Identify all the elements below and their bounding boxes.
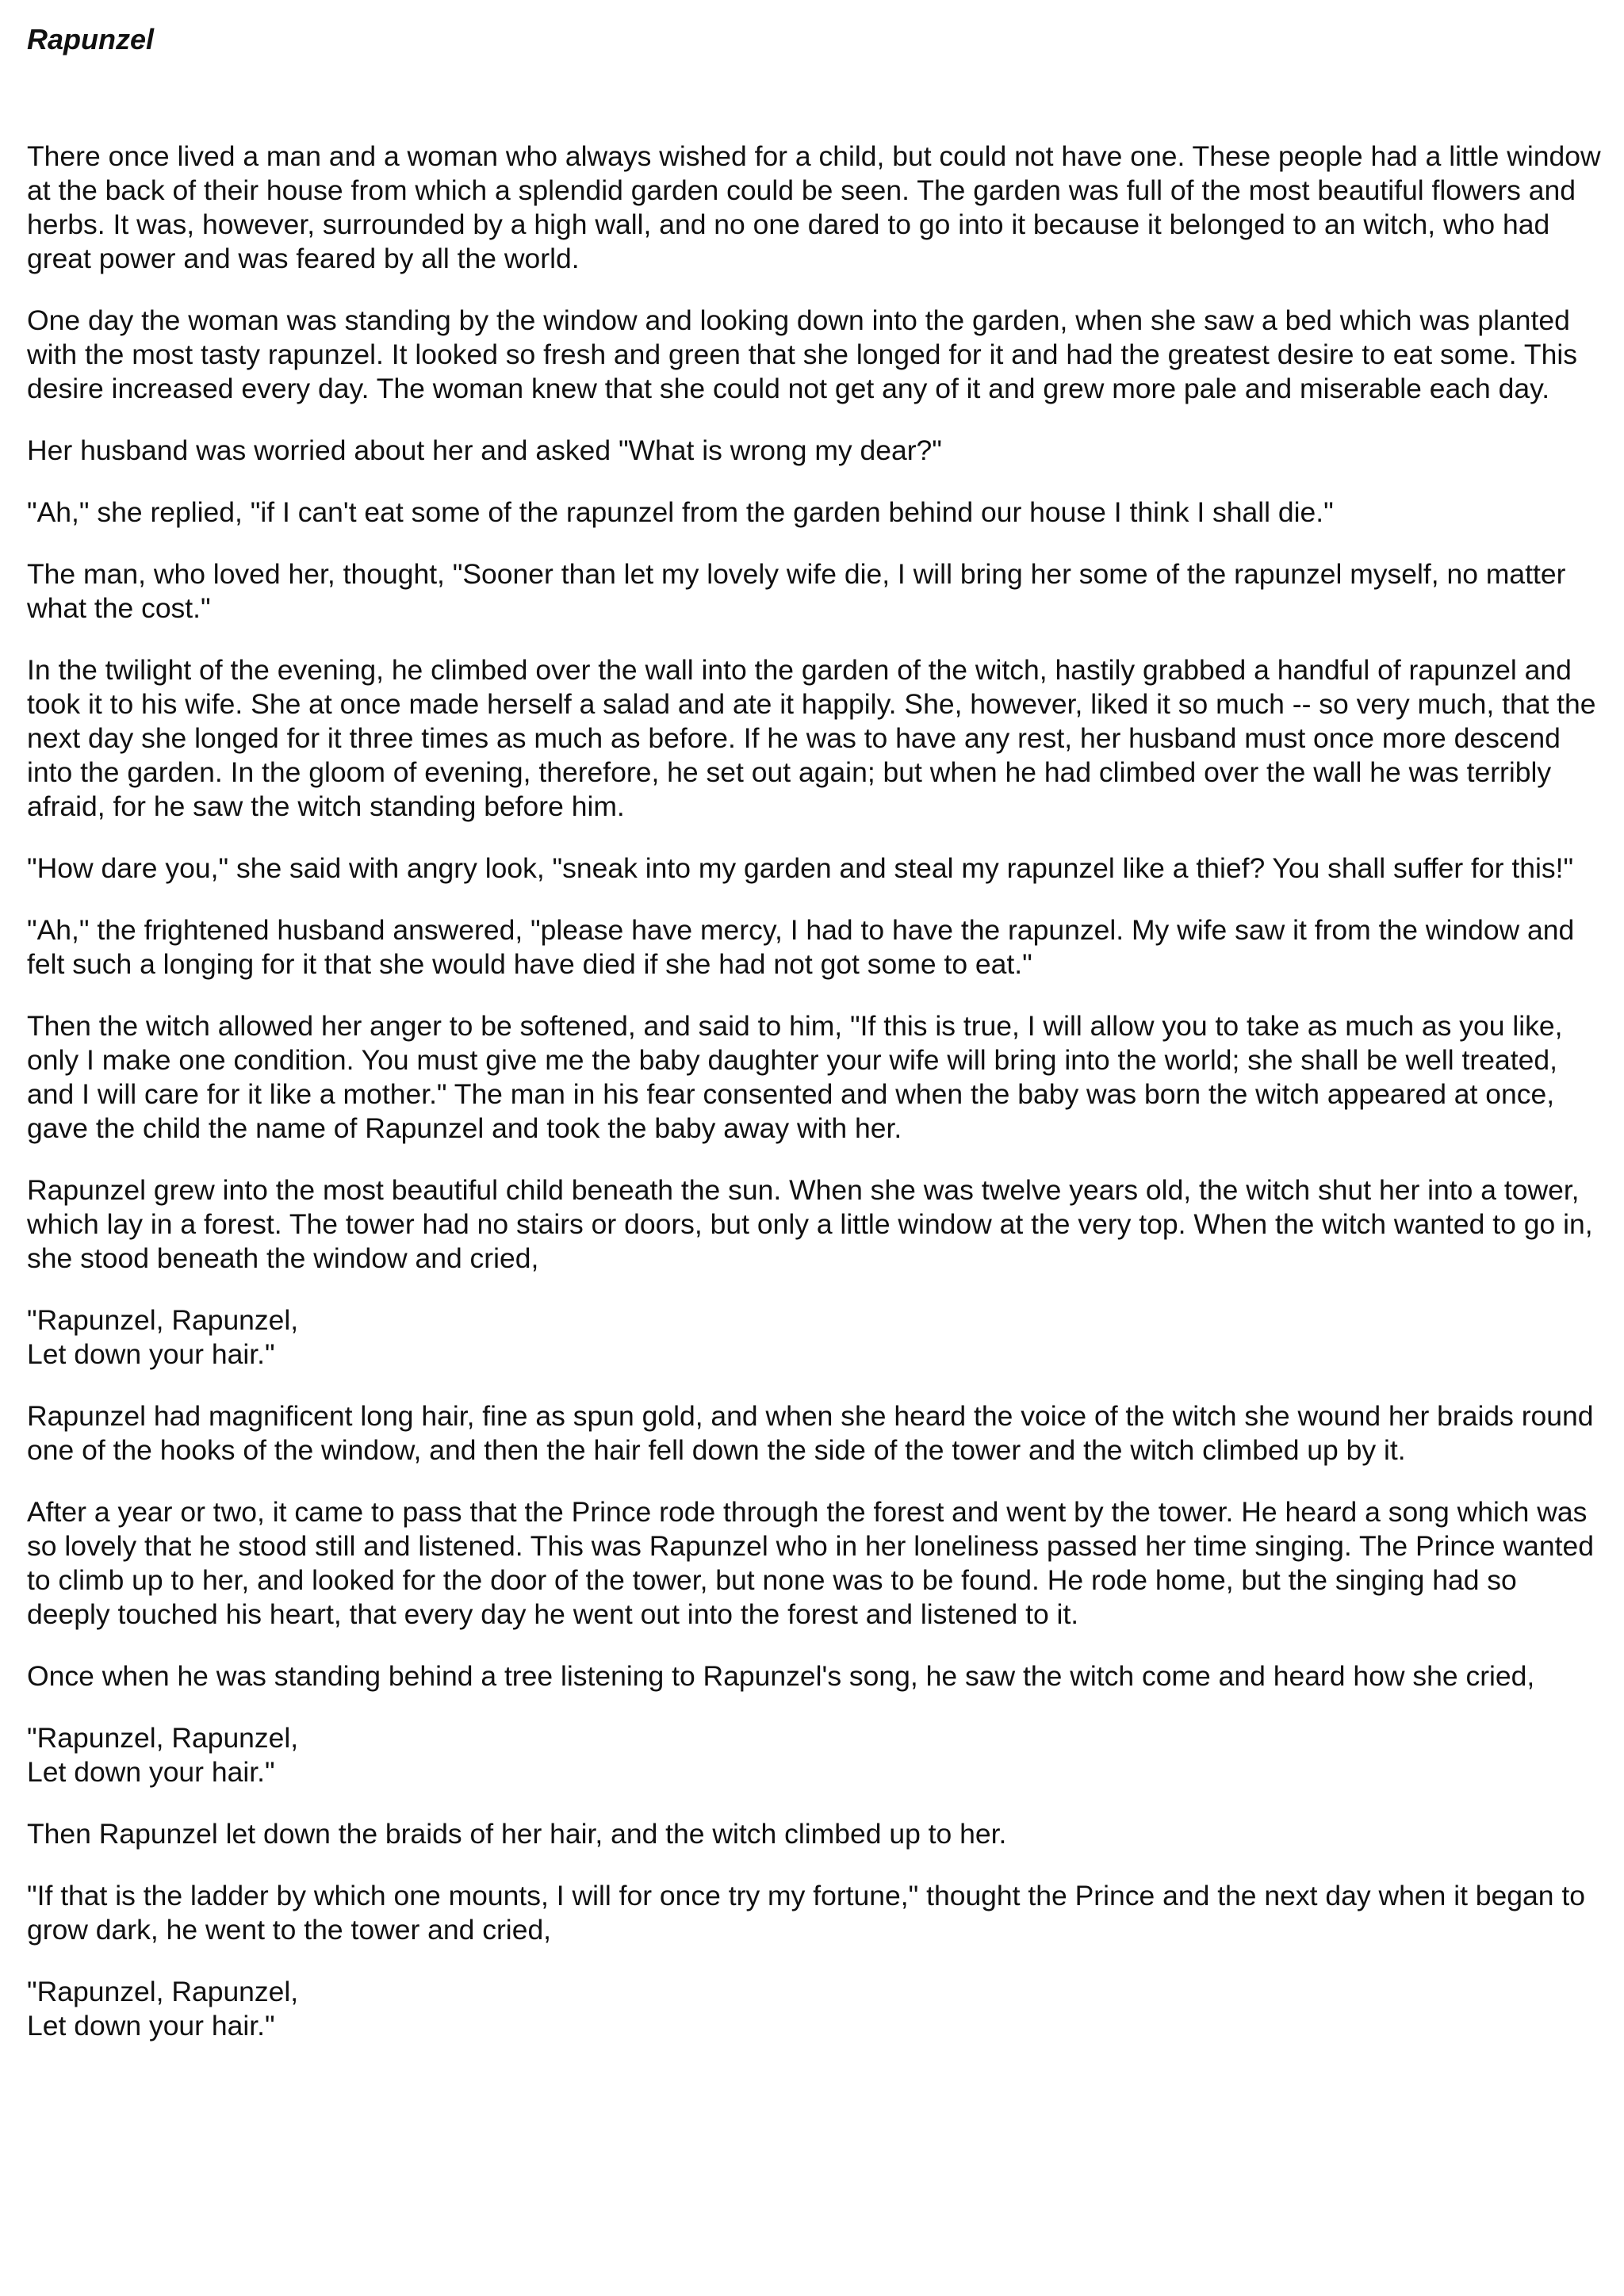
verse-line: "Rapunzel, Rapunzel, xyxy=(27,1976,299,2007)
paragraph: Then the witch allowed her anger to be softened, and said to him, "If this is true, I will allow you to take as much as you like, only I make one condition. You must give me the baby daughter your wife will bring into the world; she shall be well treated, and I will care for it like a mother." The man in his fear consented and when the baby was born the witch appeared at once, gave the child the name of Rapunzel and took the baby away with her. xyxy=(27,1010,1563,1144)
verse-block xyxy=(27,1303,1605,1372)
document-body xyxy=(27,140,1605,2043)
paragraph: "Ah," she replied, "if I can't eat some of the rapunzel from the garden behind our house I think I shall die." xyxy=(27,496,1334,528)
paragraph: Rapunzel had magnificent long hair, fine as spun gold, and when she heard the voice of the witch she wound her braids round one of the hooks of the window, and then the hair fell down the side of the tower and the witch climbed up by it. xyxy=(27,1400,1594,1466)
paragraph: There once lived a man and a woman who always wished for a child, but could not have one. These people had a little window at the back of their house from which a splendid garden could be seen. The garden was full of the most beautiful flowers and herbs. It was, however, surrounded by a high wall, and no one dared to go into it because it belonged to an witch, who had great power and was feared by all the world. xyxy=(27,140,1601,274)
verse-line: Let down your hair." xyxy=(27,1756,275,1788)
paragraph: Once when he was standing behind a tree listening to Rapunzel's song, he saw the witch come and heard how she cried, xyxy=(27,1660,1535,1692)
document-title: Rapunzel xyxy=(27,23,155,55)
verse-line: Let down your hair." xyxy=(27,1338,275,1370)
paragraph: "If that is the ladder by which one mounts, I will for once try my fortune," thought the Prince and the next day when it began to grow dark, he went to the tower and cried, xyxy=(27,1880,1585,1946)
paragraph: "Ah," the frightened husband answered, "please have mercy, I had to have the rapunzel. My wife saw it from the window and felt such a longing for it that she would have died if she had not got some to eat." xyxy=(27,914,1575,980)
verse-block xyxy=(27,1975,1605,2043)
paragraph: One day the woman was standing by the window and looking down into the garden, when she saw a bed which was planted with the most tasty rapunzel. It looked so fresh and green that she longed for it and had the greatest desire to eat some. This desire increased every day. The woman knew that she could not get any of it and grew more pale and miserable each day. xyxy=(27,304,1577,404)
verse-line: Let down your hair." xyxy=(27,2010,275,2042)
paragraph: Her husband was worried about her and asked "What is wrong my dear?" xyxy=(27,434,942,466)
paragraph: The man, who loved her, thought, "Sooner than let my lovely wife die, I will bring her some of the rapunzel myself, no matter what the cost." xyxy=(27,558,1566,624)
paragraph: "How dare you," she said with angry look, "sneak into my garden and steal my rapunzel like a thief? You shall suffer for this!" xyxy=(27,852,1574,884)
paragraph: Rapunzel grew into the most beautiful child beneath the sun. When she was twelve years old, the witch shut her into a tower, which lay in a forest. The tower had no stairs or doors, but only a little window at the very top. When the witch wanted to go in, she stood beneath the window and cried, xyxy=(27,1174,1593,1274)
paragraph: Then Rapunzel let down the braids of her hair, and the witch climbed up to her. xyxy=(27,1818,1007,1850)
verse-line: "Rapunzel, Rapunzel, xyxy=(27,1304,299,1336)
paragraph: After a year or two, it came to pass that the Prince rode through the forest and went by the tower. He heard a song which was so lovely that he stood still and listened. This was Rapunzel who in her loneliness passed her time singing. The Prince wanted to climb up to her, and looked for the door of the tower, but none was to be found. He rode home, but the singing had so deeply touched his heart, that every day he went out into the forest and listened to it. xyxy=(27,1496,1594,1630)
verse-block xyxy=(27,1721,1605,1789)
verse-line: "Rapunzel, Rapunzel, xyxy=(27,1722,299,1754)
paragraph: In the twilight of the evening, he climbed over the wall into the garden of the witch, hastily grabbed a handful of rapunzel and took it to his wife. She at once made herself a salad and ate it happily. She, however, liked it so much -- so very much, that the next day she longed for it three times as much as before. If he was to have any rest, her husband must once more descend into the garden. In the gloom of evening, therefore, he set out again; but when he had climbed over the wall he was terribly afraid, for he saw the witch standing before him. xyxy=(27,654,1596,822)
document-page xyxy=(27,21,1605,2071)
